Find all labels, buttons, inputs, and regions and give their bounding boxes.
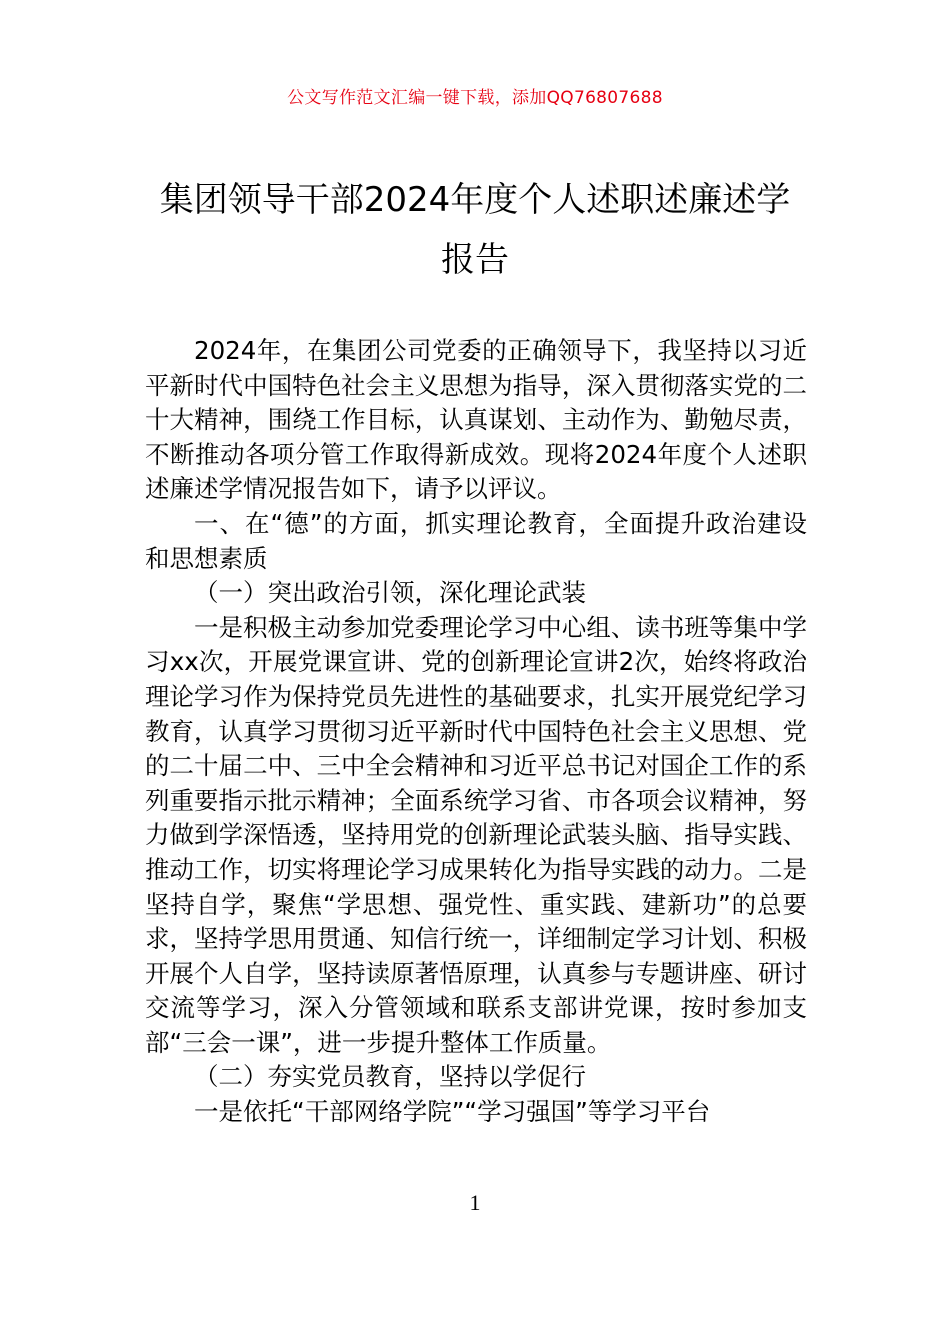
intro-paragraph: 2024年，在集团公司党委的正确领导下，我坚持以习近平新时代中国特色社会主义思想为指导，深入贯彻落实党的二十大精神，围绕工作目标，认真谋划、主动作为、勤勉尽责，不断推动各项分管工作取得新成效。现将2024年度个人述职述廉述学情况报告如下，请予以评议。 [145, 336, 807, 504]
subsection-heading-2: （二）夯实党员教育，坚持以学促行 [194, 1062, 586, 1092]
title-line-1: 集团领导干部2024年度个人述职述廉述学 [159, 180, 791, 220]
watermark-text: 公文写作范文汇编一键下载，添加QQ76807688 [287, 88, 663, 108]
document-body [145, 334, 807, 1130]
section-heading-1: 一、在“德”的方面，抓实理论教育，全面提升政治建设和思想素质 [145, 508, 807, 573]
body-paragraph: 一是积极主动参加党委理论学习中心组、读书班等集中学习xx次，开展党课宣讲、党的创新理论宣讲2次，始终将政治理论学习作为保持党员先进性的基础要求，扎实开展党纪学习教育，认真学习贯彻习近平新时代中国特色社会主义思想、党的二十届二中、三中全会精神和习近平总书记对国企工作的系列重要指示批示精神；全面系统学习省、市各项会议精神，努力做到学深悟透，坚持用党的创新理论武装头脑、指导实践、推动工作，切实将理论学习成果转化为指导实践的动力。二是坚持自学，聚焦“学思想、强党性、重实践、建新功”的总要求，坚持学思用贯通、知信行统一，详细制定学习计划、积极开展个人自学，坚持读原著悟原理，认真参与专题讲座、研讨交流等学习，深入分管领域和联系支部讲党课，按时参加支部“三会一课”，进一步提升整体工作质量。 [145, 612, 807, 1057]
document-title [145, 170, 805, 290]
body-paragraph-continued: 一是依托“干部网络学院”“学习强国”等学习平台 [194, 1097, 711, 1127]
page-number: 1 [469, 1190, 481, 1215]
subsection-heading-1: （一）突出政治引领，深化理论武装 [194, 578, 586, 608]
title-line-2: 报告 [441, 240, 509, 280]
